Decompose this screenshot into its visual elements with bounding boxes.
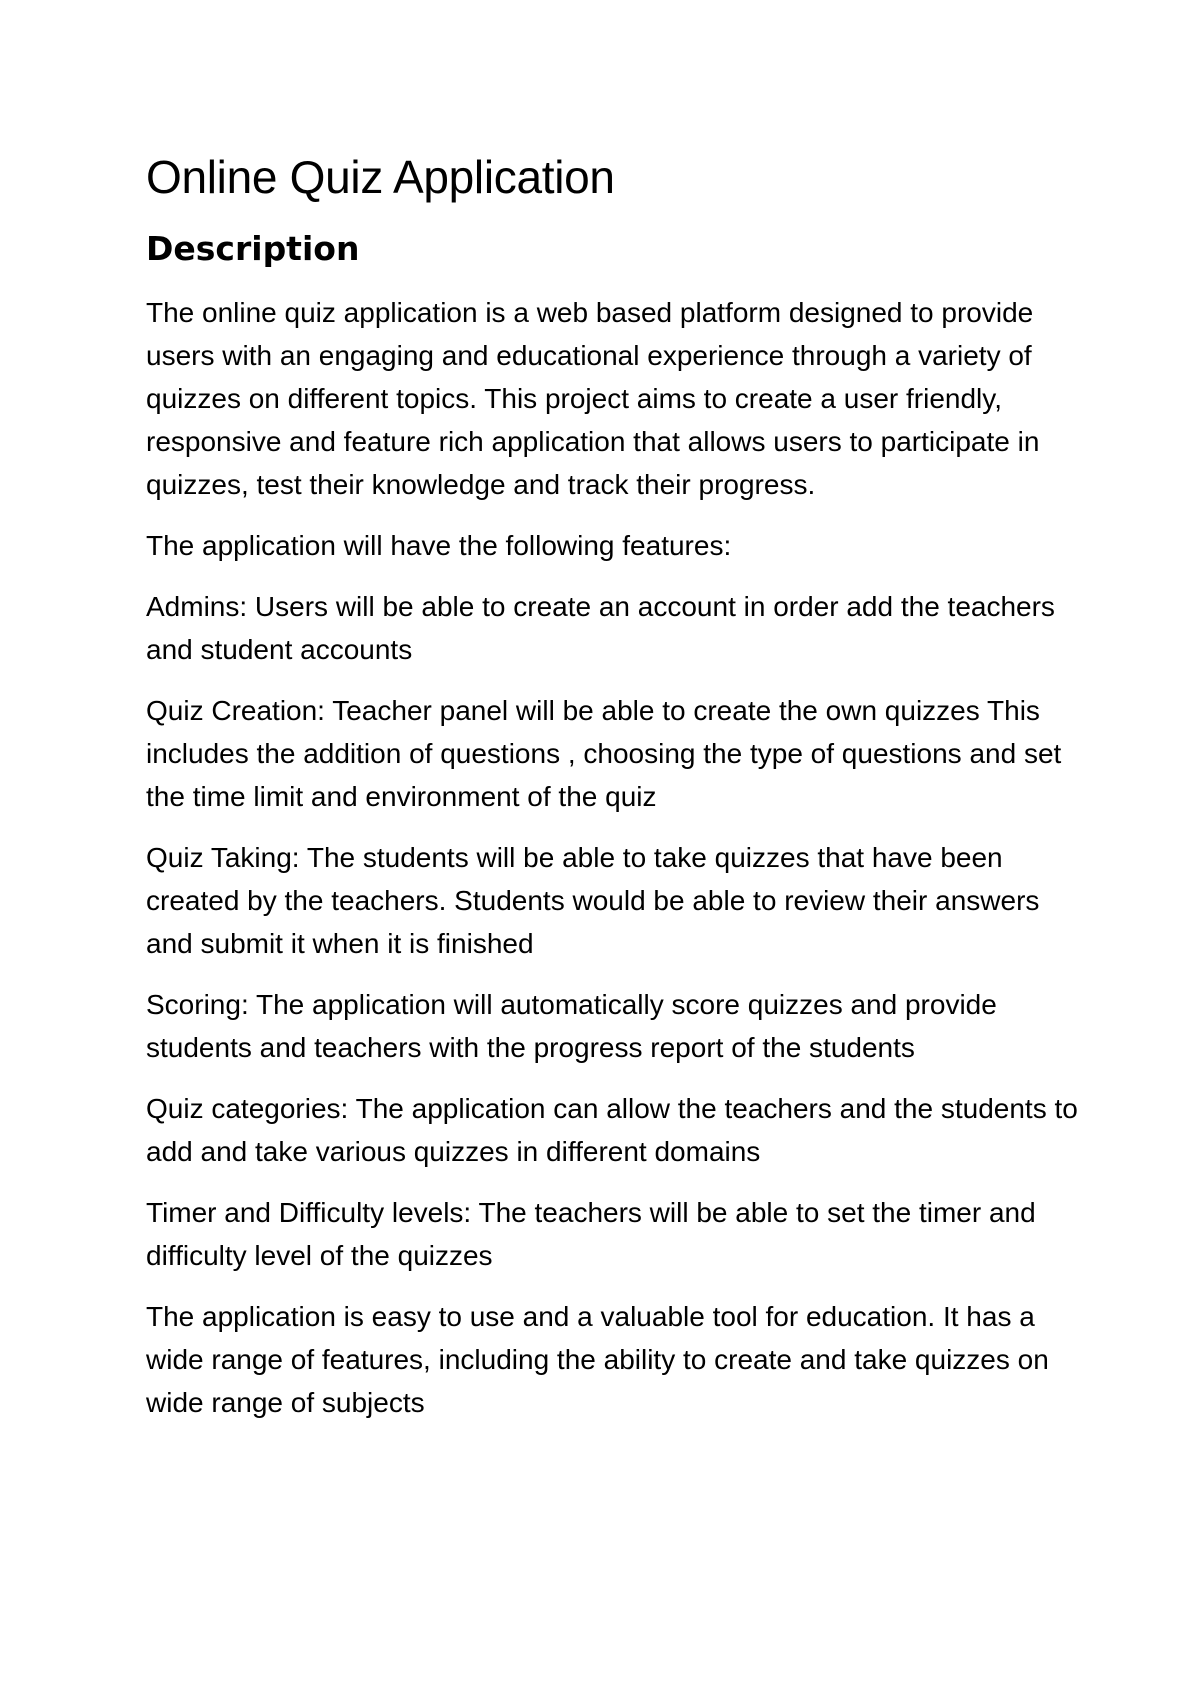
paragraph-quiz-creation: Quiz Creation: Teacher panel will be able to create the own quizzes This includes the addition of questions , choosing the type of questions and set the time limit and environment of the quiz: [146, 694, 1062, 812]
paragraph-intro: The online quiz application is a web based platform designed to provide users with an engaging and educational experience through a variety of quizzes on different topics. This project aims to create a user friendly, responsive and feature rich application that allows users to participate in quizzes, test their knowledge and track their progress.: [146, 296, 1040, 500]
document-body: [146, 150, 1086, 1424]
paragraph-scoring: Scoring: The application will automatically score quizzes and provide students and teachers with the progress report of the students: [146, 988, 997, 1063]
paragraph-conclusion: The application is easy to use and a valuable tool for education. It has a wide range of features, including the ability to create and take quizzes on wide range of subjects: [146, 1300, 1049, 1418]
paragraph-admins: Admins: Users will be able to create an account in order add the teachers and student accounts: [146, 590, 1055, 665]
section-heading-description: Description: [146, 229, 360, 269]
document-title: Online Quiz Application: [146, 151, 615, 203]
paragraph-quiz-categories: Quiz categories: The application can allow the teachers and the students to add and take various quizzes in different domains: [146, 1092, 1078, 1167]
paragraph-features-intro: The application will have the following features:: [146, 529, 732, 561]
paragraph-timer-difficulty: Timer and Difficulty levels: The teachers will be able to set the timer and difficulty level of the quizzes: [146, 1196, 1036, 1271]
paragraph-quiz-taking: Quiz Taking: The students will be able to take quizzes that have been created by the teachers. Students would be able to review their answers and submit it when it is finished: [146, 841, 1040, 959]
